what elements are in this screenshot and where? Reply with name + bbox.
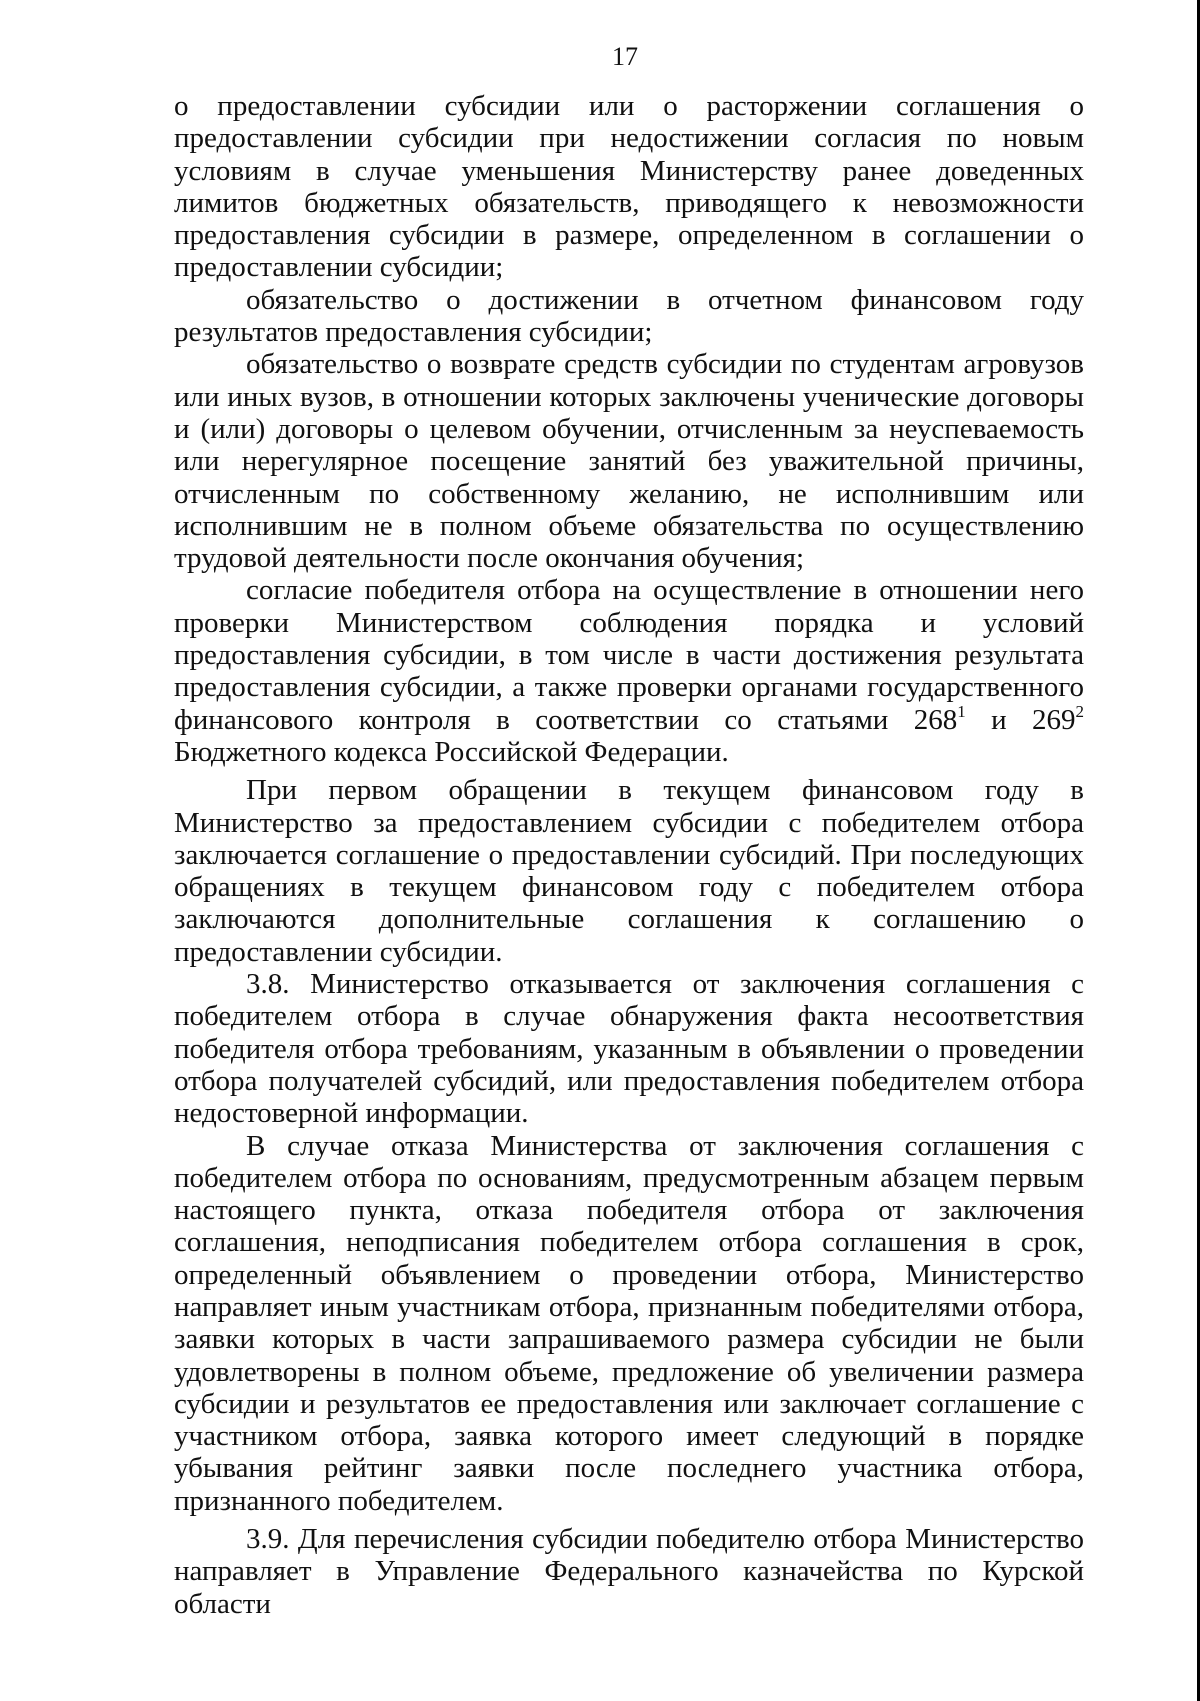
paragraph-4-consent-audit [174, 574, 1084, 768]
paragraph-2-obligation-results: обязательство о достижении в отчетном финансовом году результатов предоставления субсидии; [174, 283, 1084, 349]
paragraph-6-clause-3-8: 3.8. Министерство отказывается от заключения соглашения с победителем отбора в случае обнаружения факта несоответствия победителя отбора требованиям, указанным в объявлении о проведении отбора получателей субсидий, или предоставления победителем отбора недостоверной информации. [174, 968, 1084, 1130]
page-number: 17 [612, 42, 638, 71]
superscript-article-268: 1 [957, 701, 966, 721]
paragraph-5-agreement-first-request: При первом обращении в текущем финансовом году в Министерство за предоставлением субсидии с победителем отбора заключается соглашение о предоставлении субсидий. При последующих обращениях в текущем финансовом году с победителем отбора заключаются дополнительные соглашения к соглашению о предоставлении субсидии. [174, 774, 1084, 968]
paragraph-8-clause-3-9: 3.9. Для перечисления субсидии победителю отбора Министерство направляет в Управление Федерального казначейства по Курской области [174, 1523, 1084, 1620]
document-body [174, 90, 1084, 1620]
paragraph-7-refusal-case: В случае отказа Министерства от заключения соглашения с победителем отбора по основаниям, предусмотренным абзацем первым настоящего пункта, отказа победителя отбора от заключения соглашения, неподписания победителем отбора соглашения в срок, определенный объявлением о проведении отбора, Министерство направляет иным участникам отбора, признанным победителями отбора, заявки которых в части запрашиваемого размера субсидии не были удовлетворены в полном объеме, предложение об увеличении размера субсидии и результатов ее предоставления или заключает соглашение с участником отбора, заявка которого имеет следующий в порядке убывания рейтинг заявки после последнего участника отбора, признанного победителем. [174, 1129, 1084, 1517]
superscript-article-269: 2 [1075, 701, 1084, 721]
paragraph-4-text-before: согласие победителя отбора на осуществление в отношении него проверки Министерством соблюдения порядка и условий предоставления субсидии, в том числе в части достижения результата предоставления субсидии, а также проверки органами государственного финансового контроля в соответствии со статьями 268 [174, 574, 1084, 736]
paragraph-3-obligation-refund: обязательство о возврате средств субсидии по студентам агровузов или иных вузов, в отношении которых заключены ученические договоры и (или) договоры о целевом обучении, отчисленным за неуспеваемость или нерегулярное посещение занятий без уважительной причины, отчисленным по собственному желанию, не исполнившим или исполнившим не в полном объеме обязательства по осуществлению трудовой деятельности после окончания обучения; [174, 348, 1084, 575]
paragraph-4-text-mid: и 269 [965, 703, 1076, 736]
paragraph-1-continuation: о предоставлении субсидии или о расторжении соглашения о предоставлении субсидии при недостижении согласия по новым условиям в случае уменьшения Министерству ранее доведенных лимитов бюджетных обязательств, приводящего к невозможности предоставления субсидии в размере, определенном в соглашении о предоставлении субсидии; [174, 90, 1084, 284]
paragraph-4-text-after: Бюджетного кодекса Российской Федерации. [174, 735, 729, 768]
